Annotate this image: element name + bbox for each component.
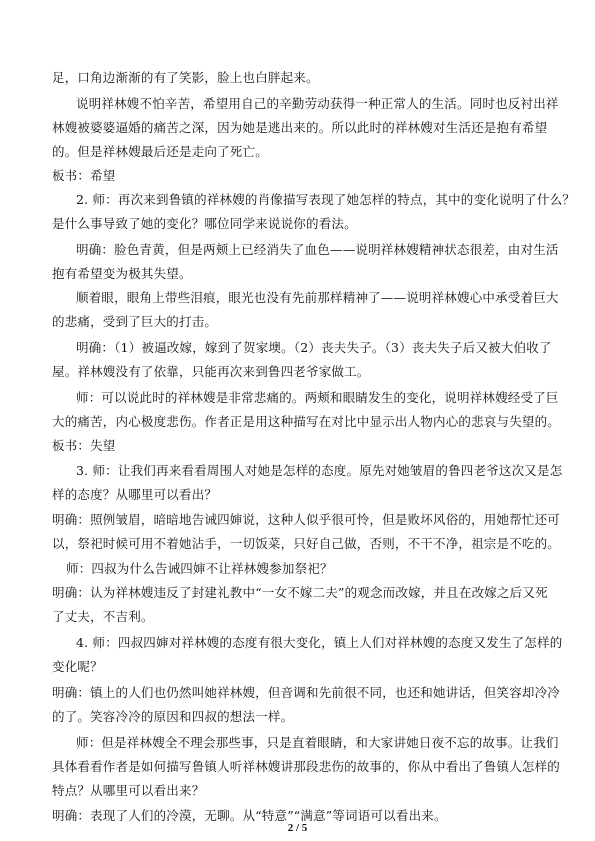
text-line: 师：但是祥林嫂全不理会那些事，只是直着眼睛，和大家讲她日夜不忘的故事。让我们 [76,735,559,750]
text-line: 具体看看作者是如何描写鲁镇人听祥林嫂讲那段悲伤的故事的，你从中看出了鲁镇人怎样的 [52,759,561,774]
text-line: 样的态度？从哪里可以看出？ [52,487,218,502]
text-line: 顺着眼，眼角上带些泪痕，眼光也没有先前那样精神了——说明祥林嫂心中承受着巨大 [76,290,559,305]
text-line: 说明祥林嫂不怕辛苦，希望用自己的辛勤劳动获得一种正常人的生活。同时也反衬出祥 [76,96,559,111]
answer-line: 明确：表现了人们的冷漠，无聊。从“特意”“满意”等词语可以看出来。 [52,808,447,823]
text-line: 抱有希望变为极其失望。 [52,266,192,281]
blackboard-note: 板书：希望 [52,168,116,183]
question-heading: 3. 师：让我们再来看看周围人对她是怎样的态度。原先对她皱眉的鲁四老爷这次又是怎 [76,463,563,478]
answer-line: 明确：照例皱眉，暗暗地告诫四婶说，这种人似乎很可怜，但是败坏风俗的，用她帮忙还可 [52,512,561,527]
text-line: 的。但是祥林嫂最后还是走向了死亡。 [52,144,268,159]
text-line: 变化呢？ [52,659,103,674]
answer-line: 明确：脸色青黄，但是两颊上已经消失了血色——说明祥林嫂精神状态很差，由对生活 [76,242,559,257]
answer-line: 明确：（1）被逼改嫁，嫁到了贺家墺。（2）丧夫失子。（3）丧夫失子后又被大伯收了 [76,340,552,355]
question-heading: 师：四叔为什么告诫四婶不让祥林嫂参加祭祀？ [66,561,333,576]
text-line: 林嫂被婆婆逼婚的痛苦之深，因为她是逃出来的。所以此时的祥林嫂对生活还是抱有希望 [52,120,548,135]
blackboard-note: 板书：失望 [52,438,116,453]
question-heading: 4. 师：四叔四婶对祥林嫂的态度有很大变化，镇上人们对祥林嫂的态度又发生了怎样的 [76,635,563,650]
question-heading: 2. 师：再次来到鲁镇的祥林嫂的肖像描写表现了她怎样的特点，其中的变化说明了什么？ [76,192,576,207]
text-line: 是什么事导致了她的变化？哪位同学来说说你的看法。 [52,216,357,231]
answer-line: 明确：镇上的人们也仍然叫她祥林嫂，但音调和先前很不同，也还和她讲话，但笑容却冷冷 [52,685,561,700]
text-line: 足，口角边渐渐的有了笑影，脸上也白胖起来。 [52,70,319,85]
text-line: 师：可以说此时的祥林嫂是非常悲痛的。两颊和眼睛发生的变化，说明祥林嫂经受了巨 [76,390,559,405]
text-line: 大的痛苦，内心极度悲伤。作者正是用这种描写在对比中显示出人物内心的悲哀与失望的。 [52,414,561,429]
text-line: 的悲痛，受到了巨大的打击。 [52,314,218,329]
text-line: 屋。祥林嫂没有了依靠，只能再次来到鲁四老爷家做工。 [52,364,370,379]
text-line: 以，祭祀时候可用不着她沾手，一切饭菜，只好自己做，否则，不干不净，祖宗是不吃的。 [52,536,561,551]
answer-line: 明确：认为祥林嫂违反了封建礼教中“一女不嫁二夫”的观念而改嫁，并且在改嫁之后又死 [52,585,548,600]
page-number: 2 / 5 [287,822,308,834]
text-line: 的了。笑容冷冷的原因和四叔的想法一样。 [52,709,294,724]
text-line: 了丈夫，不吉利。 [52,609,154,624]
text-line: 特点？从哪里可以看出来？ [52,783,205,798]
